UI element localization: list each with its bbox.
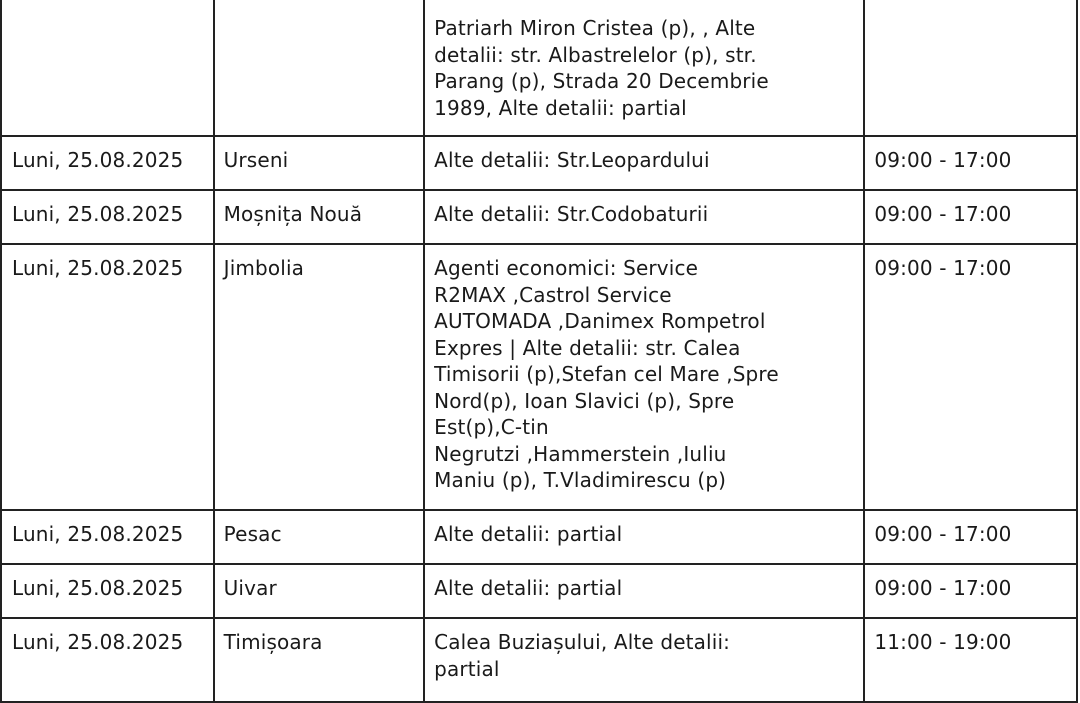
location-cell: Jimbolia — [214, 244, 425, 510]
details-cell — [424, 0, 864, 136]
details-cell — [424, 510, 864, 564]
details-line: Agenti economici: Service — [434, 256, 699, 280]
date-cell: Luni, 25.08.2025 — [1, 564, 214, 618]
location-cell: Timișoara — [214, 618, 425, 702]
details-line: Alte detalii: partial — [434, 522, 623, 546]
location-cell: Moșnița Nouă — [214, 190, 425, 244]
details-cell — [424, 564, 864, 618]
date-cell: Luni, 25.08.2025 — [1, 244, 214, 510]
time-cell: 09:00 - 17:00 — [864, 244, 1077, 510]
details-line: AUTOMADA ,Danimex Rompetrol — [434, 309, 766, 333]
details-line: Negrutzi ,Hammerstein ,Iuliu — [434, 441, 727, 466]
table-row — [1, 618, 1077, 702]
location-cell — [214, 0, 425, 136]
details-cell — [424, 136, 864, 190]
table-row — [1, 244, 1077, 510]
details-line: detalii: str. Albastrelelor (p), str. — [434, 42, 757, 67]
table-row — [1, 564, 1077, 618]
details-line: Calea Buziașului, Alte detalii: — [434, 630, 731, 654]
details-line: Parang (p), Strada 20 Decembrie — [434, 69, 769, 93]
details-line: partial — [434, 656, 500, 681]
details-line: Alte detalii: partial — [434, 576, 623, 600]
details-line: Expres | Alte detalii: str. Calea — [434, 335, 741, 360]
details-cell — [424, 190, 864, 244]
table-row — [1, 190, 1077, 244]
time-cell — [864, 0, 1077, 136]
time-cell: 09:00 - 17:00 — [864, 190, 1077, 244]
details-line: Est(p),C-tin — [434, 415, 549, 439]
location-cell: Pesac — [214, 510, 425, 564]
time-cell: 09:00 - 17:00 — [864, 136, 1077, 190]
location-cell: Urseni — [214, 136, 425, 190]
details-line: Alte detalii: Str.Codobaturii — [434, 202, 709, 226]
details-line: Patriarh Miron Cristea (p), , Alte — [434, 16, 756, 40]
date-cell: Luni, 25.08.2025 — [1, 510, 214, 564]
date-cell: Luni, 25.08.2025 — [1, 618, 214, 702]
table-body — [1, 0, 1077, 702]
date-cell — [1, 0, 214, 136]
location-cell: Uivar — [214, 564, 425, 618]
details-line: Timisorii (p),Stefan cel Mare ,Spre — [434, 362, 779, 386]
table-row — [1, 0, 1077, 136]
date-cell: Luni, 25.08.2025 — [1, 136, 214, 190]
details-cell — [424, 618, 864, 702]
time-cell: 11:00 - 19:00 — [864, 618, 1077, 702]
details-line: Nord(p), Ioan Slavici (p), Spre — [434, 388, 735, 413]
table-row — [1, 136, 1077, 190]
time-cell: 09:00 - 17:00 — [864, 564, 1077, 618]
details-line: Maniu (p), T.Vladimirescu (p) — [434, 468, 727, 492]
table-row — [1, 510, 1077, 564]
date-cell: Luni, 25.08.2025 — [1, 190, 214, 244]
details-line: R2MAX ,Castrol Service — [434, 282, 672, 307]
details-line: 1989, Alte detalii: partial — [434, 95, 687, 120]
details-cell — [424, 244, 864, 510]
details-line: Alte detalii: Str.Leopardului — [434, 148, 710, 172]
time-cell: 09:00 - 17:00 — [864, 510, 1077, 564]
